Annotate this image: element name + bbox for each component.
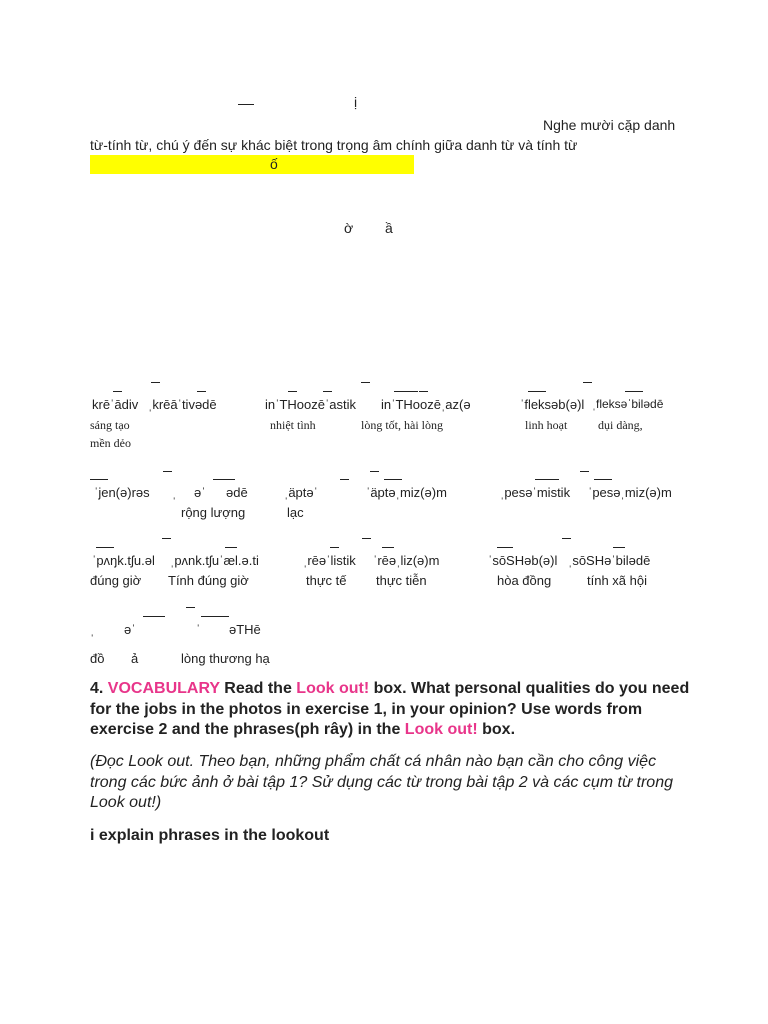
stray-glyph: ị (354, 94, 358, 110)
stress-mark (186, 607, 195, 608)
stress-mark (213, 479, 235, 480)
exercise-text: Read the (224, 680, 292, 697)
phonetic: ˈrēəˌliz(ə)m (373, 553, 440, 568)
meaning: lòng thương hạ (181, 651, 270, 666)
stress-mark (201, 616, 229, 617)
stray-glyph: ầ (385, 220, 393, 236)
look-out-label: Look out! (296, 680, 370, 697)
meaning: hòa đồng (497, 573, 552, 588)
vocabulary-label: VOCABULARY (107, 680, 220, 697)
stress-mark (96, 547, 114, 548)
stress-mark (288, 391, 297, 392)
underline-mark (238, 104, 254, 105)
stress-mark (562, 538, 571, 539)
meaning: lạc (287, 505, 304, 520)
phonetic: ˌäptəˈ (284, 485, 318, 500)
exercise-number: 4. (90, 680, 104, 697)
phonetic: ˈfleksəb(ə)l (520, 397, 585, 412)
phonetic: ˌpesəˈmistik (500, 485, 571, 500)
stress-mark (113, 391, 122, 392)
stress-mark (497, 547, 513, 548)
stress-mark (143, 616, 165, 617)
instruction-line-1: Nghe mười cặp danh (543, 117, 676, 133)
stress-mark (535, 479, 559, 480)
stress-mark (419, 391, 428, 392)
meaning: dụi dàng, (598, 418, 643, 432)
look-out-label: Look out! (404, 721, 478, 738)
stress-mark (594, 479, 612, 480)
phonetic: ˌpʌnk.tʃuˈæl.ə.ti (170, 553, 259, 568)
meaning: đồ (90, 651, 105, 666)
phonetic: krēˈādiv (92, 397, 139, 412)
meaning: Tính đúng giờ (168, 573, 249, 588)
meaning: thực tiễn (376, 573, 427, 588)
meaning: đúng giờ (90, 573, 142, 588)
phonetic: inˈTHoozēˈastik (265, 397, 357, 412)
phonetic: əTHē (229, 622, 261, 637)
phonetic: ˈpesəˌmiz(ə)m (588, 485, 672, 500)
stress-mark (340, 479, 349, 480)
stress-mark (330, 547, 339, 548)
phonetic: ədē (226, 485, 248, 500)
phonetic: ˈjen(ə)rəs (94, 485, 150, 500)
stress-mark (583, 382, 592, 383)
phonetic: inˈTHoozēˌaz(ə (381, 397, 471, 412)
phonetic: əˈ (124, 622, 136, 637)
stress-mark (625, 391, 643, 392)
phonetic: əˈ (194, 485, 206, 500)
stress-mark (225, 547, 237, 548)
stress-mark (163, 471, 172, 472)
stress-mark (384, 479, 402, 480)
stress-mark (528, 391, 546, 392)
stress-mark (613, 547, 625, 548)
meaning: linh hoạt (525, 418, 568, 432)
meaning: mền dẻo (90, 436, 131, 450)
stress-mark (580, 471, 589, 472)
stress-mark (90, 479, 108, 480)
meaning: lòng tốt, hài lòng (361, 418, 443, 432)
phonetic: ˌkrēāˈtivədē (148, 397, 217, 412)
phonetic: ˈ (196, 622, 201, 637)
exercise-note: i explain phrases in the lookout (90, 827, 330, 844)
phonetic: ˈsōSHəb(ə)l (488, 553, 558, 568)
stress-mark (162, 538, 171, 539)
phonetic: ˌ (90, 622, 95, 637)
exercise-text: box. What personal qualities do you need for the jobs in the photos in exercise 1, in your opinion? Use words from exercise 2 and the phrases(ph rây) in the (90, 680, 690, 738)
stress-mark (382, 547, 394, 548)
stress-mark (394, 391, 418, 392)
phonetic: ˌrēəˈlistik (303, 553, 356, 568)
stress-mark (197, 391, 206, 392)
stress-mark (151, 382, 160, 383)
meaning: thực tế (306, 573, 347, 588)
meaning: rộng lượng (181, 505, 246, 520)
stress-mark (370, 471, 379, 472)
exercise-text: box. (482, 721, 516, 738)
meaning: tính xã hội (587, 573, 647, 588)
exercise-heading (90, 679, 690, 741)
meaning: nhiệt tình (270, 418, 316, 432)
instruction-line-2: từ-tính từ, chú ý đến sự khác biệt trong trọng âm chính giữa danh từ và tính từ (90, 137, 578, 153)
highlighted-glyph: ố (270, 156, 278, 172)
phonetic: ˌfleksəˈbilədē (592, 397, 664, 411)
phonetic: ˈpʌŋk.tʃu.əl (92, 553, 155, 568)
phonetic: ˌsōSHəˈbilədē (568, 553, 651, 568)
stress-mark (323, 391, 332, 392)
stress-mark (362, 538, 371, 539)
phonetic: ˈäptəˌmiz(ə)m (366, 485, 447, 500)
phonetic: ˌ (172, 485, 177, 500)
highlight-bar (90, 155, 414, 174)
stray-glyph: ờ (344, 220, 354, 236)
stress-mark (361, 382, 370, 383)
exercise-translation: (Đọc Look out. Theo bạn, những phẩm chất cá nhân nào bạn cần cho công việc trong các bức ảnh ở bài tập 1? Sử dụng các từ trong bài tập 2 và các cụm từ trong Look out!) (90, 753, 673, 811)
meaning: ả (131, 651, 139, 666)
meaning: sáng tạo (90, 418, 130, 432)
